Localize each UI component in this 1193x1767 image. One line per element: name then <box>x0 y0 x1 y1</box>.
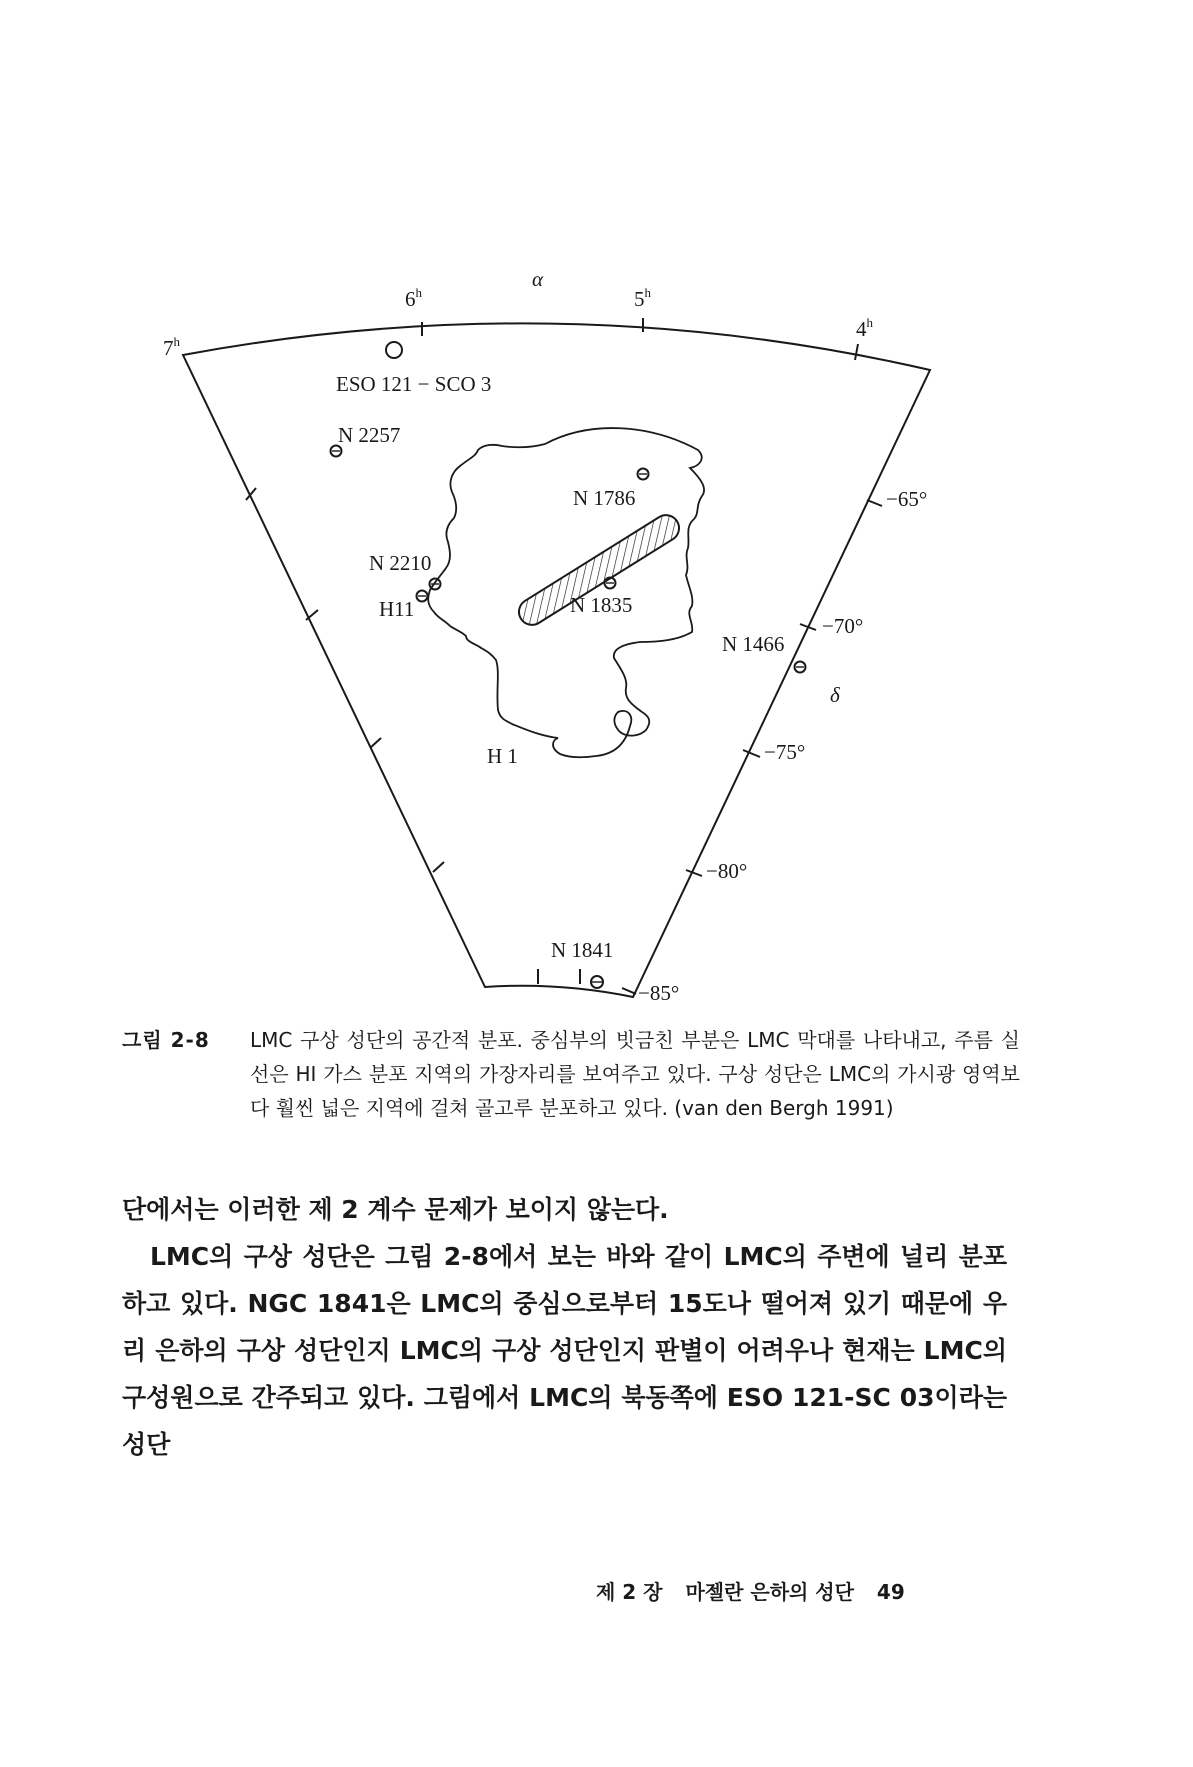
caption-label: 그림 2-8 <box>122 1028 210 1052</box>
marker-h11 <box>417 591 428 602</box>
marker-n1466 <box>795 662 806 673</box>
map-frame <box>183 323 930 997</box>
dec-label-75: −75° <box>764 740 806 764</box>
dec-label-70: −70° <box>822 614 864 638</box>
dec-label-85: −85° <box>638 981 680 1000</box>
marker-n1786 <box>638 469 649 480</box>
ra-label-5h: 5$^h$ <box>634 285 651 311</box>
page-number: 49 <box>876 1580 905 1604</box>
dec-tick-80 <box>686 870 702 876</box>
marker-n2210 <box>430 579 441 590</box>
label-n2210: N 2210 <box>369 551 432 575</box>
ra-label-6h: 6$^h$ <box>405 285 422 311</box>
paragraph-2: LMC의 구상 성단은 그림 2-8에서 보는 바와 같이 LMC의 주변에 널리 분포하고 있다. NGC 1841은 LMC의 중심으로부터 15도나 떨어져 있기 때문에 우리 은하의 구상 성단인지 LMC의 구상 성단인지 판별이 어려우나 현재는 LMC의 구성원으로 간주되고 있다. 그림에서 LMC의 북동쪽에 ESO 121-SC 03이라는 성단 <box>122 1242 1007 1459</box>
ra-label-4h: 4$^h$ <box>856 315 873 341</box>
left-tick-3 <box>370 738 381 748</box>
label-eso: ESO 121 − SCO 3 <box>336 372 492 396</box>
footer-title: 마젤란 은하의 성단 <box>685 1580 854 1604</box>
dec-label-65: −65° <box>886 487 928 511</box>
footer-chapter: 제 2 장 <box>596 1580 663 1604</box>
paragraph-1: 단에서는 이러한 제 2 계수 문제가 보이지 않는다. <box>122 1195 669 1224</box>
page-footer <box>596 1576 996 1605</box>
label-n1835: N 1835 <box>570 593 633 617</box>
label-n2257: N 2257 <box>338 423 401 447</box>
ra-symbol: α <box>532 267 544 291</box>
label-n1786: N 1786 <box>573 486 636 510</box>
marker-n2257 <box>331 446 342 457</box>
dec-tick-65 <box>867 500 882 506</box>
label-h11: H11 <box>379 597 415 621</box>
dec-tick-75 <box>743 750 760 757</box>
caption-text: LMC 구상 성단의 공간적 분포. 중심부의 빗금친 부분은 LMC 막대를 나타내고, 주름 실선은 HI 가스 분포 지역의 가장자리를 보여주고 있다. 구상 성단은 LMC의 가시광 영역보다 훨씬 넓은 지역에 걸쳐 골고루 분포하고 있다. (van den Bergh 1991) <box>250 1028 1020 1120</box>
label-h1: H 1 <box>487 744 518 768</box>
left-tick-4 <box>433 862 444 872</box>
label-n1841: N 1841 <box>551 938 614 962</box>
ra-label-7h: 7$^h$ <box>163 334 180 360</box>
ra-tick-4h <box>855 344 858 360</box>
dec-symbol: δ <box>830 683 840 707</box>
marker-eso <box>386 342 402 358</box>
body-text <box>122 1186 1007 1468</box>
dec-label-80: −80° <box>706 859 748 883</box>
dec-tick-85 <box>622 988 636 994</box>
marker-n1841 <box>591 976 603 988</box>
label-n1466: N 1466 <box>722 632 785 656</box>
